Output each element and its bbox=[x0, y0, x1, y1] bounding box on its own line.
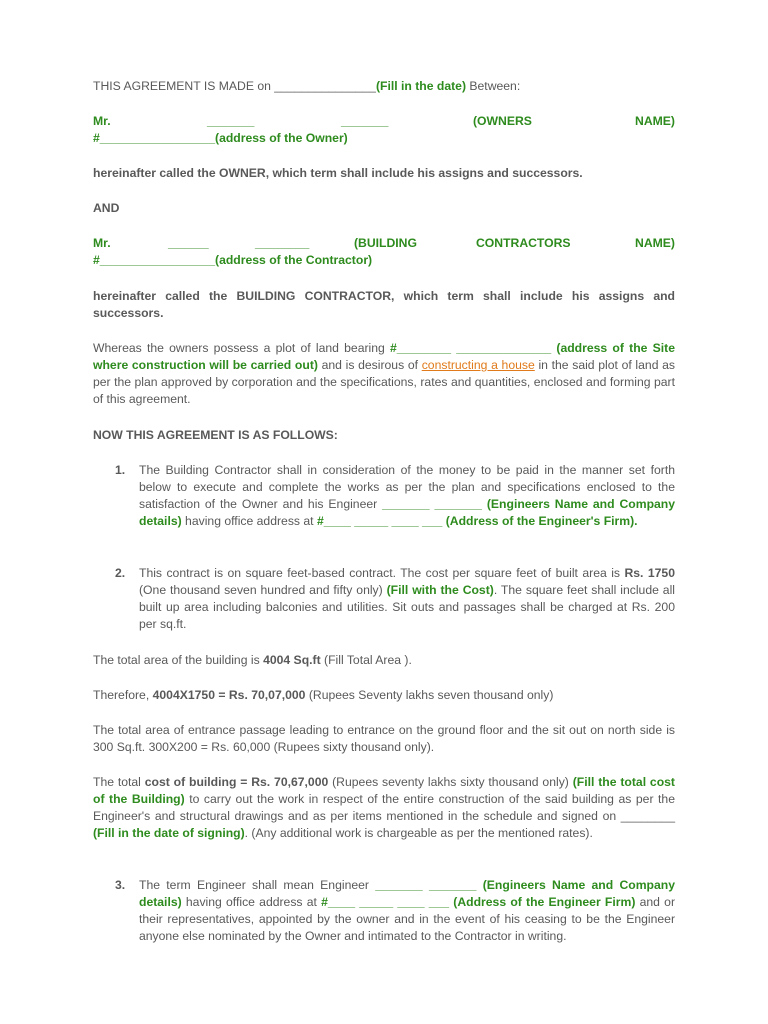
clause-1-number: 1. bbox=[115, 463, 126, 477]
total-cost-paragraph: The total cost of building = Rs. 70,67,000 (Rupees seventy lakhs sixty thousand only) (Fill the total cost of the Building) to carry out the work in respect of the entire construction of the said building as per the Engineer's and structural drawings and as per items mentioned in the schedule and signed on ________ (Fill in the date of signing). (Any additional work is chargeable as per the mentioned rates). bbox=[93, 775, 675, 840]
clause-2-number: 2. bbox=[115, 566, 126, 580]
owner-hereinafter: hereinafter called the OWNER, which term shall include his assigns and successors. bbox=[93, 166, 583, 180]
clause-3: The term Engineer shall mean Engineer _______ _______ (Engineers Name and Company details) having office address at #____ _____ ____ ___ (Address of the Engineer Firm) and or their representatives, appointed by the owner and in the event of his ceasing to be the Engineer anyone else nominated by the Owner and intimated to the Contractor in writing. bbox=[139, 878, 676, 943]
passage-paragraph: The total area of entrance passage leading to entrance on the ground floor and the sit out on north side is 300 Sq.ft. 300X200 = Rs. 60,000 (Rupees sixty thousand only). bbox=[93, 723, 675, 754]
clause-1: The Building Contractor shall in consideration of the money to be paid in the manner set forth below to execute and complete the works as per the plan and specifications enclosed to the satisfaction of the Owner and his Engineer _______ _______ (Engineers Name and Company details) having office address at #____ _____ ____ ___ (Address of the Engineer's Firm). bbox=[139, 463, 676, 528]
constructing-house-link[interactable]: constructing a house bbox=[421, 358, 535, 372]
whereas-paragraph: Whereas the owners possess a plot of land bearing #________ ______________ (address of the Site where construction will be carried out) and is desirous of constructing a house in the said plot of land as per the plan approved by corporation and the specifications, rates and quantities, enclosed and forming part of this agreement. bbox=[93, 341, 676, 406]
clause-2: This contract is on square feet-based contract. The cost per square feet of built area is Rs. 1750 (One thousand seven hundred and fifty only) (Fill with the Cost). The square feet shall include all built up area including balconies and utilities. Sit outs and passages shall be charged at Rs. 200 per sq.ft. bbox=[139, 566, 675, 631]
contractor-hereinafter: hereinafter called the BUILDING CONTRACTOR, which term shall include his assigns and successors. bbox=[93, 289, 675, 320]
and-label: AND bbox=[93, 201, 120, 215]
section-heading: NOW THIS AGREEMENT IS AS FOLLOWS: bbox=[93, 428, 338, 442]
owner-name-row: Mr. _______ _______ (OWNERS NAME) bbox=[93, 114, 675, 128]
contractor-name-row: Mr. ______ ________ (BUILDING CONTRACTORS NAME) bbox=[93, 236, 675, 250]
contractor-address: #_________________(address of the Contractor) bbox=[93, 253, 373, 267]
owner-address: #_________________(address of the Owner) bbox=[93, 131, 348, 145]
therefore-line: Therefore, 4004X1750 = Rs. 70,07,000 (Rupees Seventy lakhs seven thousand only) bbox=[93, 688, 554, 702]
clause-3-number: 3. bbox=[115, 878, 126, 892]
intro-line: THIS AGREEMENT IS MADE on _______________(Fill in the date) Between: bbox=[93, 79, 521, 93]
total-area-line: The total area of the building is 4004 Sq.ft (Fill Total Area ). bbox=[93, 653, 412, 667]
